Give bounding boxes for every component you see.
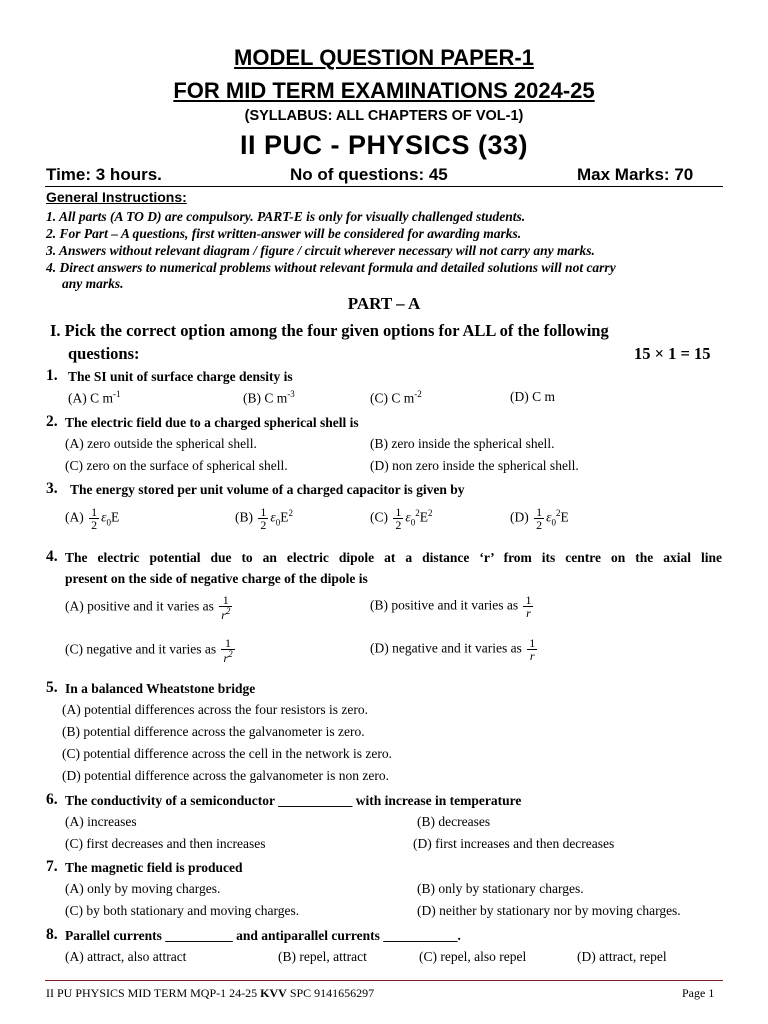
- question-text: The electric potential due to an electric dipole at a distance ‘r’ from its centre on the axial line: [65, 550, 722, 565]
- option-c: (C) potential difference across the cell in the network is zero.: [62, 746, 392, 761]
- question-text: The conductivity of a semiconductor ___________ with increase in temperature: [65, 793, 522, 808]
- question-number: 7.: [46, 858, 58, 875]
- question-number: 5.: [46, 679, 58, 696]
- option-c: (C) repel, also repel: [419, 949, 527, 964]
- question-text: Parallel currents __________ and antiparallel currents ___________.: [65, 928, 461, 943]
- option-b: (B) potential difference across the galvanometer is zero.: [62, 724, 365, 739]
- exam-title: FOR MID TERM EXAMINATIONS 2024-25: [173, 78, 595, 103]
- option-a: (A) only by moving charges.: [65, 881, 221, 896]
- question-text: The SI unit of surface charge density is: [68, 369, 293, 384]
- section-instruction: I. Pick the correct option among the four given options for ALL of the following: [50, 321, 609, 340]
- footer-divider: [45, 980, 723, 981]
- max-marks: Max Marks: 70: [577, 165, 694, 184]
- question-text: In a balanced Wheatstone bridge: [65, 681, 256, 696]
- instruction-item: any marks.: [62, 276, 124, 291]
- option-c: (C) zero on the surface of spherical shell.: [65, 458, 288, 473]
- section-marks: 15 × 1 = 15: [634, 344, 711, 363]
- section-instruction-cont: questions:: [68, 344, 140, 363]
- option-d: (D) attract, repel: [577, 949, 667, 964]
- question-number: 4.: [46, 548, 58, 565]
- page-number: Page 1: [682, 986, 715, 1000]
- question-number: 8.: [46, 926, 58, 943]
- option-d: (D) potential difference across the galvanometer is non zero.: [62, 768, 389, 783]
- option-b: (B) decreases: [417, 814, 491, 829]
- option-c: (C) C $m^{-2}$: [370, 389, 422, 406]
- question-number: 6.: [46, 791, 58, 808]
- option-b: (B) $\frac{1}{2}$ $\varepsilon_0E^2$: [235, 505, 293, 532]
- option-d: (D) first increases and then decreases: [413, 836, 615, 851]
- option-a: (A) potential differences across the four resistors is zero.: [62, 702, 369, 717]
- option-b: (B) zero inside the spherical shell.: [370, 436, 555, 451]
- option-b: (B) repel, attract: [278, 949, 367, 964]
- option-c: (C) first decreases and then increases: [65, 836, 266, 851]
- option-c: (C) by both stationary and moving charges.: [65, 903, 300, 918]
- option-d: (D) neither by stationary nor by moving charges.: [417, 903, 681, 918]
- question-text: The magnetic field is produced: [65, 860, 243, 875]
- paper-title: MODEL QUESTION PAPER-1: [234, 45, 534, 70]
- instruction-item: 4. Direct answers to numerical problems without relevant formula and detailed solutions will not carry: [46, 260, 616, 275]
- part-heading: PART – A: [347, 294, 421, 313]
- option-a: (A) zero outside the spherical shell.: [65, 436, 257, 451]
- instruction-item: 2. For Part – A questions, first written-answer will be considered for awarding marks.: [46, 226, 522, 241]
- option-a: (A) $\frac{1}{2}$ $\varepsilon_0E$: [65, 505, 120, 532]
- option-c: (C) $\frac{1}{2}$ $\varepsilon_0^2E^2$: [370, 505, 433, 532]
- option-a: (A) C $m^{-1}$: [68, 389, 121, 406]
- option-b: (B) only by stationary charges.: [417, 881, 584, 896]
- footer-text: II PU PHYSICS MID TERM MQP-1 24-25 KVV SPC 9141656297: [46, 986, 375, 1000]
- subject-title: II PUC - PHYSICS (33): [239, 130, 529, 160]
- option-d: (D) $\frac{1}{2}$ $\varepsilon_0^2E$: [510, 505, 569, 532]
- option-d: (D) negative and it varies as $\frac{1}{r}$: [370, 636, 536, 663]
- question-number: 2.: [46, 413, 58, 430]
- instruction-item: 1. All parts (A TO D) are compulsory. PART-E is only for visually challenged students.: [46, 209, 526, 224]
- question-text: The electric field due to a charged spherical shell is: [65, 415, 359, 430]
- instruction-item: 3. Answers without relevant diagram / figure / circuit wherever necessary will not carry any marks.: [46, 243, 595, 258]
- question-number: 1.: [46, 367, 58, 384]
- instructions-heading: General Instructions:: [46, 189, 187, 205]
- question-count: No of questions: 45: [290, 165, 448, 184]
- option-b: (B) positive and it varies as $\frac{1}{r}$: [370, 593, 532, 620]
- option-c: (C) negative and it varies as $\frac{1}{r^2}$: [65, 636, 233, 665]
- question-text-cont: present on the side of negative charge of the dipole is: [65, 571, 368, 586]
- header-divider: [45, 186, 723, 187]
- option-d: (D) C m: [510, 389, 555, 404]
- question-text: The energy stored per unit volume of a charged capacitor is given by: [70, 482, 465, 497]
- question-number: 3.: [46, 480, 58, 497]
- option-a: (A) increases: [65, 814, 137, 829]
- option-d: (D) non zero inside the spherical shell.: [370, 458, 579, 473]
- option-a: (A) attract, also attract: [65, 949, 187, 964]
- option-b: (B) C $m^{-3}$: [243, 389, 295, 406]
- time-label: Time: 3 hours.: [46, 165, 162, 184]
- syllabus-note: (SYLLABUS: ALL CHAPTERS OF VOL-1): [244, 108, 524, 124]
- option-a: (A) positive and it varies as $\frac{1}{r^2}$: [65, 593, 231, 622]
